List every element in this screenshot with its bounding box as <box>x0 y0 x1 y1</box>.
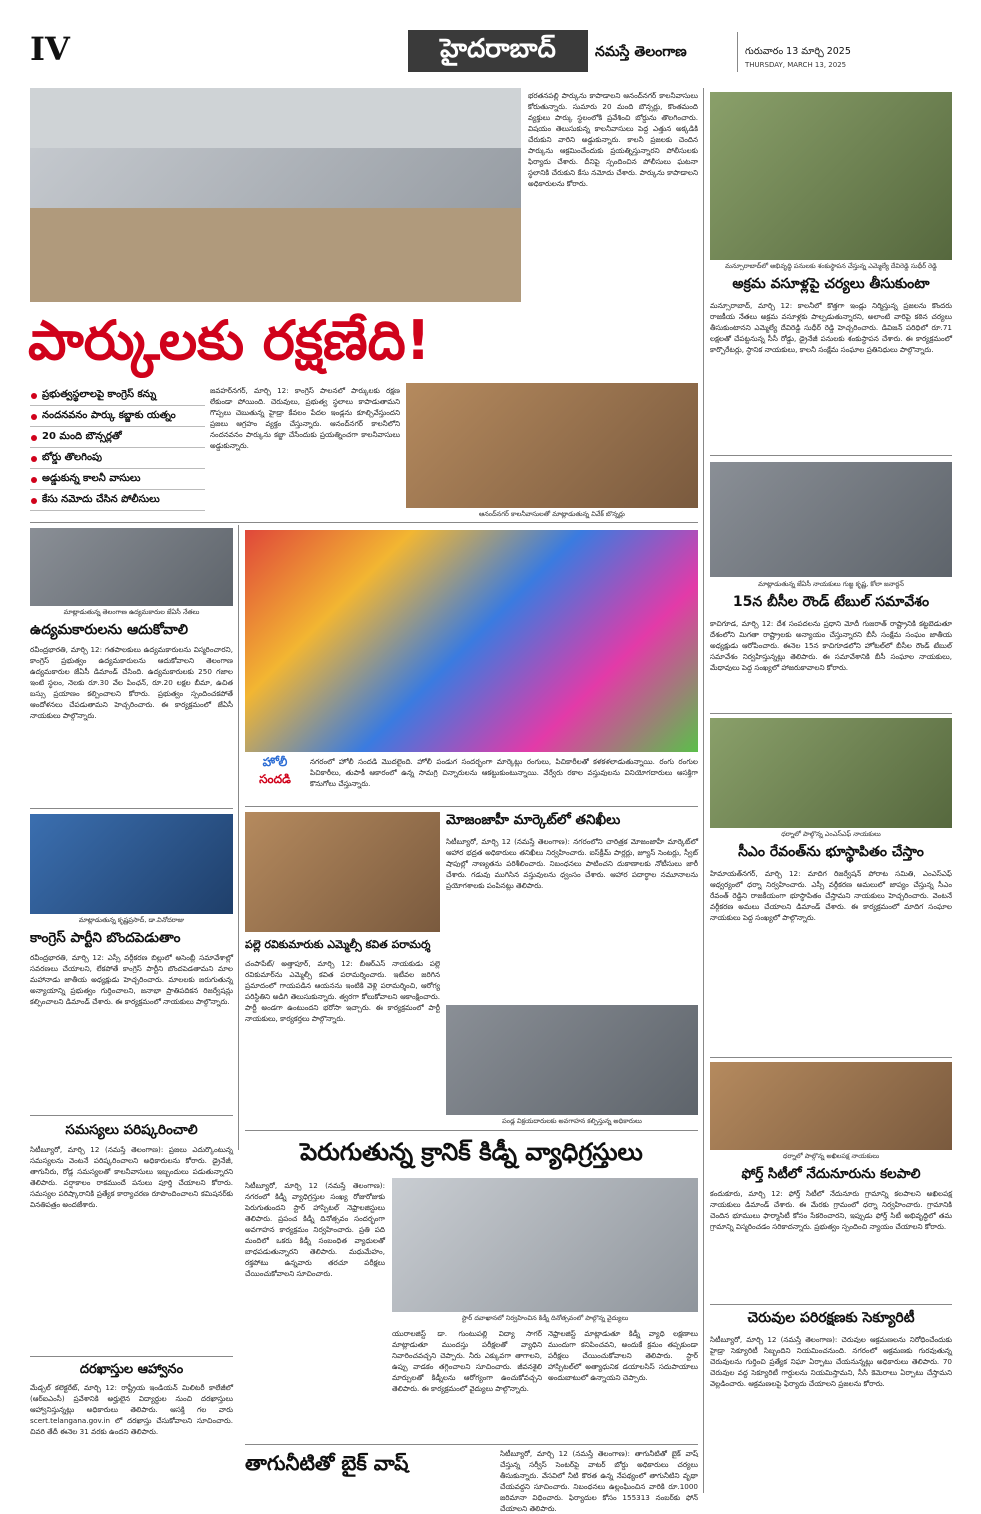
holi-tag-line2: సందడి <box>259 772 291 786</box>
date-english: THURSDAY, MARCH 13, 2025 <box>745 61 847 69</box>
right-top-caption: మన్సూరాబాద్‌లో అభివృద్ధి పనులకు శంకుస్థాపన చేస్తున్న ఎమ్మెల్యే దేవిరెడ్డి సుధీర్ రెడ్డి <box>725 262 937 270</box>
lead-headline: పార్కులకు రక్షణేది! <box>28 309 431 372</box>
udyamakarulu-text: రవీంద్రభారతి, మార్చి 12: గతపాలకులు ఉద్యమకారులను విస్మరించారని, కాంగ్రెస్ ప్రభుత్వం ఉద్యమకారులను ఆదుకోవాలని తెలంగాణ ఉద్యమకారుల జేఏసీ డిమాండ్ చేసింది. ఉద్యమకారులకు 250 గజాల ఇంటి స్థలం, నెలకు రూ.30 వేల పింఛన్, రూ.20 లక్షల బీమా, ఉచిత బస్సు ప్రయాణం కల్పించాలని కోరారు. ప్రభుత్వం స్పందించకపోతే ఆందోళనలు చేపడుతామని హెచ్చరించారు. ఈ కార్యక్రమంలో జేఏసీ నాయకులు పాల్గొన్నారు. <box>30 645 233 720</box>
right-top-photo <box>710 92 952 260</box>
darakhastu-text: మేడ్చల్ కలెక్టరేట్, మార్చి 12: రాష్ట్రీయ ఇండియన్ మిలిటరీ కాలేజీలో (ఆర్ఐఎంసీ) ప్రవేశానికి అర్హులైన విద్యార్థుల నుంచి దరఖాస్తులు ఆహ్వానిస్తున్నట్లు అధికారులు తెలిపారు. ఆసక్తి గల వారు scert.telangana.gov.in లో దరఖాస్తు చేసుకోవాలని సూచించారు. చివరి తేదీ ఈనెల 31 వరకు ఉందని తెలిపారు. <box>30 1383 233 1436</box>
lead-col2-text: భరతనపల్లి పార్కును కాపాడాలని ఆనంద్‌నగర్ కాలనీవాసులు కోరుతున్నారు. సుమారు 20 మంది బౌన్సర్లు, కొంతమంది వ్యక్తులు పార్కు స్థలంలోకి ప్రవేశించి బోర్డును తొలగించారు. విషయం తెలుసుకున్న కాలనీవాసులు పెద్ద ఎత్తున అక్కడికి చేరుకుని వారిని అడ్డుకున్నారు. కాలనీ ప్రజలకు చెందిన పార్కును ఆక్రమించేందుకు ప్రయత్నిస్తున్నారని పోలీసులకు ఫిర్యాదు చేశారు. దీనిపై స్పందించిన పోలీసులు ఘటనా స్థలానికి చేరుకుని కేసు నమోదు చేశారు. పార్కును కాపాడాలని అధికారులను కోరారు. <box>528 91 698 188</box>
masthead <box>0 0 981 80</box>
darakhastu-headline: దరఖాస్తుల ఆహ్వానం <box>79 1362 184 1377</box>
kidney-headline: పెరుగుతున్న క్రానిక్ కిడ్నీ వ్యాధిగ్రస్తులు <box>300 1138 643 1166</box>
section-rule <box>710 1304 952 1305</box>
round-table-caption: మాట్లాడుతున్న జేఏసీ నాయకులు గుజ్జ కృష్ణ, కోలా జనార్దన్ <box>758 580 904 588</box>
bhusthapitam-text: హిమాయత్‌నగర్, మార్చి 12: మాదిగ రిజర్వేషన్ పోరాట సమితి, ఎంఎస్ఎఫ్ ఆధ్వర్యంలో ధర్నా నిర్వహించారు. ఎస్సీ వర్గీకరణ అమలులో జాప్యం చేస్తున్న సీఎం రేవంత్ రెడ్డిని రాజకీయంగా భూస్థాపితం చేస్తామని నాయకులు హెచ్చరించారు. వెంటనే వర్గీకరణ అమలు చేయాలని డిమాండ్ చేశారు. ఈ కార్యక్రమంలో మాదిగ సంఘాల నాయకులు పెద్ద సంఖ్యలో పాల్గొన్నారు. <box>710 869 952 922</box>
holi-caption: నగరంలో హోలీ సందడి మొదలైంది. హోలీ పండుగ సందర్భంగా మార్కెట్లు రంగులు, పిచికారీలతో కళకళలాడుతున్నాయి. రంగు రంగుల పిచికారీలు, తుపాకీ ఆకారంలో ఉన్న సామగ్రి చిన్నారులను ఆకట్టుకుంటున్నాయి. వేర్వేరు రకాల వస్తువులను వినియోగదారులు ఆసక్తిగా కొనుగోలు చేస్తున్నారు. <box>310 757 698 788</box>
holi-photo <box>245 530 698 752</box>
section-rule <box>710 713 952 714</box>
kidney-text-col2: యురాలజిస్ట్ డా. గుంటుపల్లి విద్యా సాగర్ మాట్లాడుతూ ముందస్తు పరీక్షలతో వ్యాధిని నివారించవచ్చని చెప్పారు. నీరు ఎక్కువగా తాగాలని, ఉప్పు వాడకం తగ్గించాలని సూచించారు. జీవనశైలి మార్పులతో కిడ్నీలను ఆరోగ్యంగా ఉంచుకోవచ్చని తెలిపారు. ఈ కార్యక్రమంలో వైద్యులు పాల్గొన్నారు. <box>392 1329 542 1393</box>
mozamjahi-caption: పండ్ల విక్రయదారులకు అవగాహన కల్పిస్తున్న అధికారులు <box>502 1117 642 1125</box>
photo-sky <box>30 88 521 148</box>
section-rule <box>245 1444 698 1445</box>
bullet-item: అడ్డుకున్న కాలనీ వాసులు <box>30 469 205 490</box>
fourth-city-headline: ఫోర్త్ సిటీలో నేదునూరును కలపాలి <box>741 1166 921 1182</box>
udyamakarulu-photo <box>30 528 233 606</box>
kavitha-text: చంపాపేట్/ అత్తాపూర్, మార్చి 12: బీఆర్ఎస్ నాయకుడు పల్లె రవికుమార్‌ను ఎమ్మెల్సీ కవిత పరామర్శించారు. ఇటీవల జరిగిన ప్రమాదంలో గాయపడిన ఆయనను ఇంటికి వెళ్లి పరామర్శించి, ఆరోగ్య పరిస్థితిని అడిగి తెలుసుకున్నారు. త్వరగా కోలుకోవాలని ఆకాంక్షించారు. పార్టీ అండగా ఉంటుందని భరోసా ఇచ్చారు. ఈ కార్యక్రమంలో పార్టీ నాయకులు, కార్యకర్తలు పాల్గొన్నారు. <box>245 959 440 1023</box>
congress-headline: కాంగ్రెస్ పార్టీని బొందపెడుతాం <box>30 930 181 946</box>
bike-wash-text: సిటీబ్యూరో, మార్చి 12 (నమస్తే తెలంగాణ): తాగునీటితో బైక్ వాష్ చేస్తున్న సర్వీస్ సెంటర్‌పై వాటర్ బోర్డు అధికారులు చర్యలు తీసుకున్నారు. వేసవిలో నీటి కొరత ఉన్న నేపథ్యంలో తాగునీటిని వృథా చేయవద్దని సూచించారు. నిబంధనలు ఉల్లంఘించిన వారికి రూ.1000 జరిమానా విధించారు. ఫిర్యాదుల కోసం 155313 నంబర్‌కు ఫోన్ చేయాలని తెలిపారు. <box>500 1449 698 1513</box>
kavitha-photo <box>245 812 440 932</box>
holi-tag <box>245 755 305 795</box>
kidney-text-col1: సిటీబ్యూరో, మార్చి 12 (నమస్తే తెలంగాణ): నగరంలో కిడ్నీ వ్యాధిగ్రస్తుల సంఖ్య రోజురోజుకు పెరుగుతుందని స్టార్ హాస్పిటల్ నెఫ్రాలజిస్టులు తెలిపారు. ప్రపంచ కిడ్నీ దినోత్సవం సందర్భంగా అవగాహన కార్యక్రమం నిర్వహించారు. ప్రతి పది మందిలో ఒకరు కిడ్నీ సంబంధిత వ్యాధులతో బాధపడుతున్నారని తెలిపారు. మధుమేహం, రక్తపోటు ఉన్నవారు తరచూ పరీక్షలు చేయించుకోవాలని సూచించారు. <box>245 1181 385 1278</box>
lead-bullets <box>30 385 205 511</box>
right-top-text: మన్సూరాబాద్, మార్చి 12: కాలనీలో కొత్తగా ఇండ్లు నిర్మిస్తున్న ప్రజలను కొందరు రాజకీయ నేతలు అక్రమ వసూళ్లకు పాల్పడుతున్నారని, అలాంటి వారిపై కఠిన చర్యలు తీసుకుంటానని ఎమ్మెల్యే దేవిరెడ్డి సుధీర్ రెడ్డి హెచ్చరించారు. డివిజన్ పరిధిలో రూ.71 లక్షలతో చేపట్టనున్న సీసీ రోడ్డు, డ్రైనేజీ పనులకు శంకుస్థాపన చేశారు. ఈ కార్యక్రమంలో కార్పొరేటర్లు, స్థానిక నాయకులు, కాలనీ సంక్షేమ సంఘాల ప్రతినిధులు పాల్గొన్నారు. <box>710 301 952 354</box>
round-table-headline: 15న బీసీల రౌండ్ టేబుల్ సమావేశం <box>732 594 930 610</box>
samasyalu-text: సిటీబ్యూరో, మార్చి 12 (నమస్తే తెలంగాణ): ప్రజలు ఎదుర్కొంటున్న సమస్యలను వెంటనే పరిష్కరించాలని అధికారులను కోరారు. డ్రైనేజీ, తాగునీరు, రోడ్ల సమస్యలతో కాలనీవాసులు ఇబ్బందులు పడుతున్నారని తెలిపారు. వర్షాకాలం రాకముందే పనులు పూర్తి చేయాలని కోరారు. సమస్యల పరిష్కారానికి ప్రత్యేక కార్యాచరణ రూపొందించాలని కమిషనర్‌కు వినతిపత్రం అందజేశారు. <box>30 1145 233 1209</box>
congress-photo <box>30 814 233 914</box>
lead-photo <box>30 88 521 302</box>
bike-wash-headline: తాగునీటితో బైక్ వాష్ <box>245 1451 409 1475</box>
column-rule <box>238 525 239 1150</box>
lead-photo-2 <box>406 383 698 508</box>
section-rule <box>30 808 233 809</box>
bullet-item: 20 మంది బౌన్సర్లతో <box>30 427 205 448</box>
samasyalu-headline: సమస్యలు పరిష్కరించాలి <box>65 1122 198 1138</box>
paper-name: నమస్తే తెలంగాణ <box>595 44 687 60</box>
bhusthapitam-headline: సీఎం రేవంత్‌ను భూస్థాపితం చేస్తాం <box>738 844 924 860</box>
kidney-text-col3: నెఫ్రాలజిస్ట్ మాట్లాడుతూ కిడ్నీ వ్యాధి లక్షణాలు ముందుగా కనిపించవని, అందుకే క్రమం తప్పకుండా పరీక్షలు చేయించుకోవాలని తెలిపారు. స్టార్ హాస్పిటల్‌లో అత్యాధునిక డయాలసిస్ సదుపాయాలు అందుబాటులో ఉన్నాయని చెప్పారు. <box>548 1329 698 1382</box>
fourth-city-caption: ధర్నాలో పాల్గొన్న అఖిలపక్ష నాయకులు <box>782 1152 880 1160</box>
section-rule <box>710 455 952 456</box>
round-table-text: కాచిగూడ, మార్చి 12: దేశ సంపదలను ప్రధాని మోదీ గుజరాత్ రాష్ట్రానికి కట్టబెడుతూ దేశంలోని మిగతా రాష్ట్రాలకు అన్యాయం చేస్తున్నారని బీసీ సంక్షేమ సంఘం జాతీయ అధ్యక్షుడు ఆరోపించారు. ఈనెల 15న కాచిగూడలోని హోటల్‌లో బీసీల రౌండ్ టేబుల్ సమావేశం నిర్వహిస్తున్నట్లు తెలిపారు. ఈ సమావేశానికి బీసీ సంఘాల నాయకులు, మేధావులు పెద్ద సంఖ్యలో హాజరుకావాలని కోరారు. <box>710 619 952 672</box>
cheruvulu-headline: చెరువుల పరిరక్షణకు సెక్యూరిటీ <box>747 1310 915 1326</box>
kidney-photo <box>392 1178 698 1312</box>
udyamakarulu-caption: మాట్లాడుతున్న తెలంగాణ ఉద్యమకారుల జేఏసీ నేతలు <box>63 608 200 616</box>
section-rule <box>245 806 698 807</box>
right-top-headline: అక్రమ వసూళ్లపై చర్యలు తీసుకుంటా <box>732 276 930 292</box>
udyamakarulu-headline: ఉద్యమకారులను ఆదుకోవాలి <box>30 622 189 638</box>
section-rule <box>245 1130 698 1131</box>
column-rule <box>703 88 704 1493</box>
bullet-item: నందనవనం పార్కు కబ్జాకు యత్నం <box>30 406 205 427</box>
mozamjahi-text: సిటీబ్యూరో, మార్చి 12 (నమస్తే తెలంగాణ): నగరంలోని చారిత్రక మోజంజాహీ మార్కెట్‌లో ఆహార భద్రత అధికారులు తనిఖీలు నిర్వహించారు. ఐస్‌క్రీమ్ పార్లర్లు, జ్యూస్ సెంటర్లు, స్వీట్ షాపుల్లో నాణ్యతను పరిశీలించారు. నిబంధనలు పాటించని దుకాణాలకు నోటీసులు జారీ చేశారు. గడువు ముగిసిన వస్తువులను ధ్వంసం చేశారు. ఆహార పదార్థాల నమూనాలను ప్రయోగశాలకు పంపినట్లు తెలిపారు. <box>446 837 698 890</box>
holi-tag-line1: హోలీ <box>262 755 288 769</box>
section-rule <box>710 1057 952 1058</box>
bhusthapitam-caption: ధర్నాలో పాల్గొన్న ఎంఎస్ఎఫ్ నాయకులు <box>781 830 881 838</box>
bhusthapitam-photo <box>710 718 952 828</box>
section-rule <box>30 1115 233 1116</box>
lead-intro-text: జవహర్‌నగర్, మార్చి 12: కాంగ్రెస్ పాలనలో పార్కులకు రక్షణ లేకుండా పోయింది. చెరువులు, ప్రభుత్వ స్థలాలు కాపాడుతామని గొప్పలు చెబుతున్న హైడ్రా కేవలం పేదల ఇండ్లను కూల్చివేస్తుందని ప్రజలు ఆగ్రహం వ్యక్తం చేస్తున్నారు. ఆనంద్‌నగర్ కాలనీలోని నందనవనం పార్కును కబ్జా చేసేందుకు ప్రయత్నించగా కాలనీవాసులు అడ్డుకున్నారు. <box>210 386 400 450</box>
bullet-item: ప్రభుత్వస్థలాలపై కాంగ్రెస్ కన్ను <box>30 385 205 406</box>
page-number: IV <box>30 30 70 68</box>
bullet-item: బోర్డు తొలగింపు <box>30 448 205 469</box>
photo-ground <box>30 208 521 302</box>
section-rule <box>30 1356 233 1357</box>
masthead-divider <box>737 32 738 72</box>
fourth-city-text: కందుకూరు, మార్చి 12: ఫోర్త్ సిటీలో నేదునూరు గ్రామాన్ని కలపాలని అఖిలపక్ష నాయకులు డిమాండ్ చేశారు. ఈ మేరకు గ్రామంలో ధర్నా నిర్వహించారు. గ్రామానికి చెందిన భూములు ఫార్మాసిటీ కోసం సేకరించారని, ఇప్పుడు ఫోర్త్ సిటీ అభివృద్ధిలో తమ గ్రామాన్ని విస్మరించడం సరికాదన్నారు. ప్రభుత్వం స్పందించి న్యాయం చేయాలని కోరారు. <box>710 1189 952 1231</box>
lead-photo-caption: ఆనంద్‌నగర్ కాలనీవాసులతో మాట్లాడుతున్న వివేక్ బొన్నర్లు <box>479 510 625 518</box>
kavitha-headline: పల్లె రవికుమారుకు ఎమ్మెల్సీ కవిత పరామర్శ <box>245 938 431 951</box>
congress-text: రవీంద్రభారతి, మార్చి 12: ఎస్సీ వర్గీకరణ బిల్లులో అసెంబ్లీ సమావేశాల్లో సవరణలు చేయాలని, లేకపోతే కాంగ్రెస్ పార్టీని బొందపెడతామని మాల మహానాడు జాతీయ అధ్యక్షుడు హెచ్చరించారు. మాలలకు జరుగుతున్న అన్యాయాన్ని ప్రభుత్వం గుర్తించాలని, జనాభా ప్రాతిపదికన రిజర్వేషన్లు కల్పించాలని డిమాండ్ చేశారు. ఈ కార్యక్రమంలో నాయకులు పాల్గొన్నారు. <box>30 953 233 1006</box>
mozamjahi-headline: మోజంజాహీ మార్కెట్‌లో తనిఖీలు <box>446 812 621 828</box>
section-rule <box>30 522 698 523</box>
fourth-city-photo <box>710 1062 952 1150</box>
kidney-caption: స్టార్ దవాఖానలో నిర్వహించిన కిడ్నీ దినోత్సవంలో పాల్గొన్న వైద్యులు <box>461 1314 629 1322</box>
bullet-item: కేసు నమోదు చేసిన పోలీసులు <box>30 490 205 511</box>
cheruvulu-text: సిటీబ్యూరో, మార్చి 12 (నమస్తే తెలంగాణ): చెరువుల ఆక్రమణలను నిరోధించేందుకు హైడ్రా సెక్యూరిటీ సిబ్బందిని నియమించనుంది. నగరంలో ఆక్రమణకు గురవుతున్న చెరువులను గుర్తించి ప్రత్యేక నిఘా ఏర్పాటు చేయనున్నట్లు అధికారులు తెలిపారు. 70 చెరువుల వద్ద సెక్యూరిటీ గార్డులను నియమిస్తామని, సీసీ కెమెరాలు ఏర్పాటు చేస్తామని వెల్లడించారు. ఆక్రమణలపై ఫిర్యాదు చేయాలని ప్రజలను కోరారు. <box>710 1335 952 1388</box>
congress-caption: మాట్లాడుతున్న కృష్ణప్రసాద్, డా.వినోదరాజు <box>78 916 185 924</box>
city-title: హైదరాబాద్ <box>440 34 556 64</box>
round-table-photo <box>710 462 952 577</box>
date-telugu: గురువారం 13 మార్చి 2025 <box>745 46 851 57</box>
mozamjahi-photo <box>446 1005 698 1115</box>
